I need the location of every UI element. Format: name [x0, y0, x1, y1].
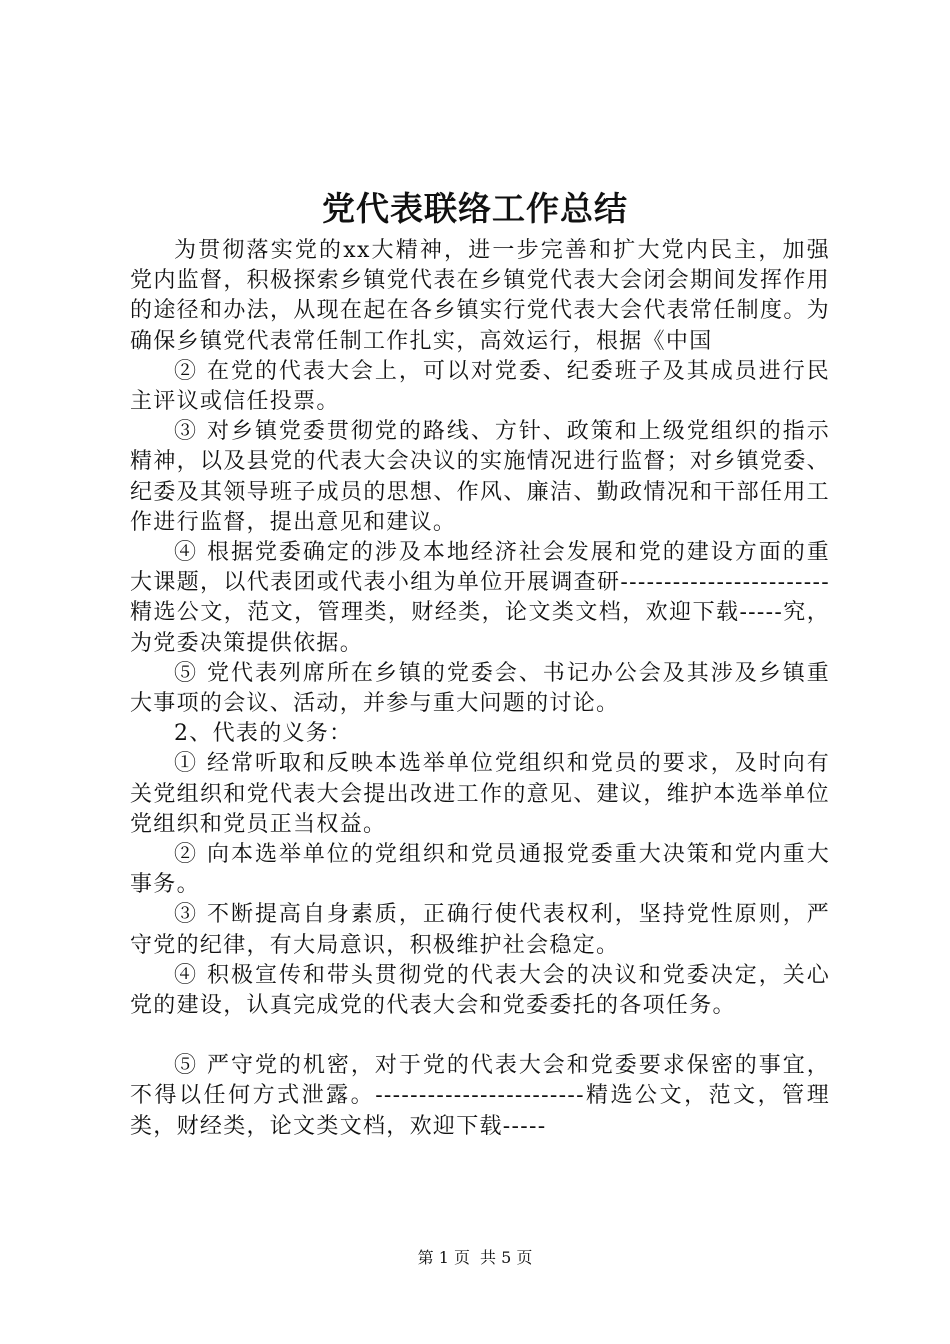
- paragraph-duty-1: ① 经常听取和反映本选举单位党组织和党员的要求，及时向有关党组织和党代表大会提出改进工作的意见、建议，维护本选举单位党组织和党员正当权益。: [130, 751, 830, 837]
- section-heading-duties: 2、代表的义务：: [174, 721, 353, 747]
- page-footer: [0, 1248, 950, 1268]
- paragraph-right-5: ⑤ 党代表列席所在乡镇的党委会、书记办公会及其涉及乡镇重大事项的会议、活动，并参与重大问题的讨论。: [130, 660, 830, 717]
- paragraph-duty-2: ② 向本选举单位的党组织和党员通报党委重大决策和党内重大事务。: [130, 842, 830, 898]
- paragraph-intro: 为贯彻落实党的xx大精神，进一步完善和扩大党内民主，加强党内监督，积极探索乡镇党代表在乡镇党代表大会闭会期间发挥作用的途径和办法，从现在起在各乡镇实行党代表大会代表常任制度。为确保乡镇党代表常任制工作扎实，高效运行，根据《中国: [130, 238, 830, 354]
- paragraph-right-4: ④ 根据党委确定的涉及本地经济社会发展和党的建设方面的重大课题，以代表团或代表小组为单位开展调查研------------------------精选公文，范文，管理类，财经类，论文类文档，欢迎下载-----究，为党委决策提供依据。: [130, 540, 830, 656]
- document-body: [130, 236, 830, 1142]
- page-total: 共 5 页: [480, 1248, 533, 1267]
- paragraph-right-2: ② 在党的代表大会上，可以对党委、纪委班子及其成员进行民主评议或信任投票。: [130, 358, 830, 415]
- page-number: 第 1 页: [417, 1248, 470, 1267]
- paragraph-duty-3: ③ 不断提高自身素质，正确行使代表权利，坚持党性原则，严守党的纪律，有大局意识，积极维护社会稳定。: [130, 902, 830, 958]
- paragraph-right-3: ③ 对乡镇党委贯彻党的路线、方针、政策和上级党组织的指示精神，以及县党的代表大会决议的实施情况进行监督；对乡镇党委、纪委及其领导班子成员的思想、作风、廉洁、勤政情况和干部任用工作进行监督，提出意见和建议。: [130, 419, 830, 535]
- document-title: 党代表联络工作总结: [322, 189, 628, 228]
- paragraph-duty-5: ⑤ 严守党的机密，对于党的代表大会和党委要求保密的事宜，不得以任何方式泄露。------------------------精选公文，范文，管理类，财经类，论文类文档，欢迎下载-----: [130, 1053, 830, 1139]
- paragraph-duty-4: ④ 积极宣传和带头贯彻党的代表大会的决议和党委决定，关心党的建设，认真完成党的代表大会和党委委托的各项任务。: [130, 962, 830, 1019]
